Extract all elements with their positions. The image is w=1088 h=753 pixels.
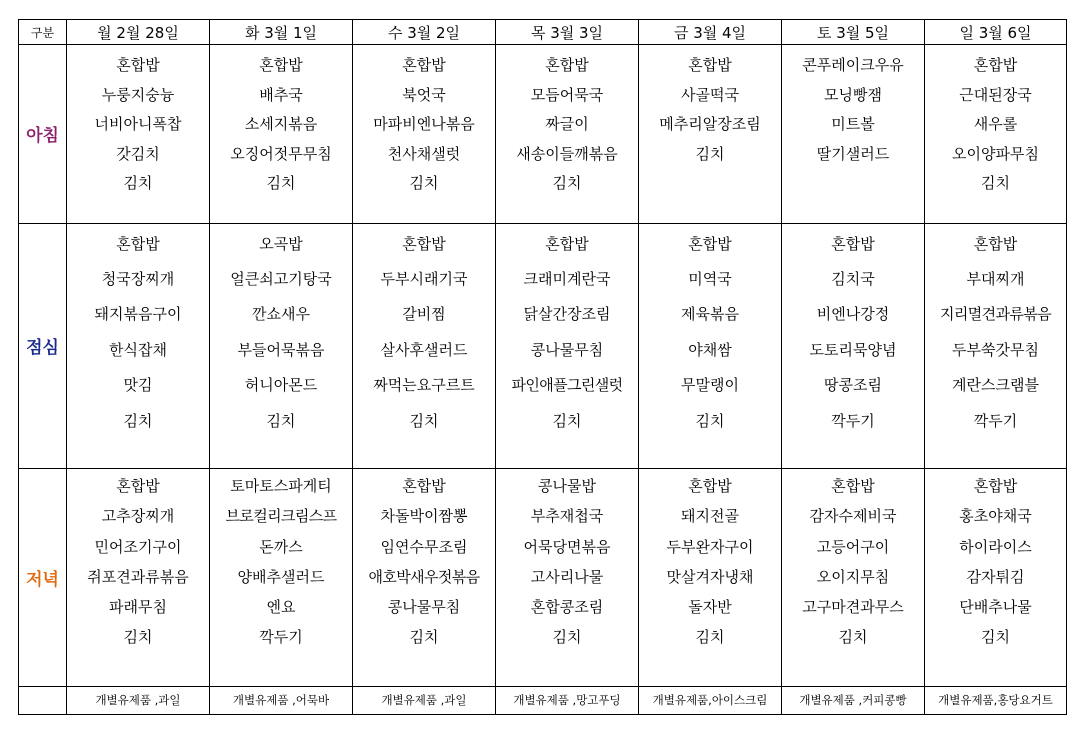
dish-item: 돈까스 <box>259 537 303 556</box>
dish-item: 짜먹는요구르트 <box>373 376 475 395</box>
dish-item: 감자튀김 <box>966 567 1025 586</box>
snack-cell: 개별유제품 ,과일 <box>67 686 210 714</box>
dinner-row <box>19 469 1067 687</box>
lunch-label: 점심 <box>19 223 67 469</box>
dish-item: 혼합밥 <box>688 56 732 75</box>
dish-item: 북엇국 <box>402 85 446 104</box>
morning-dish-list <box>67 45 209 199</box>
dish-item: 갈비찜 <box>402 305 446 324</box>
breakfast-cell <box>639 45 782 224</box>
dinner-cell <box>782 469 925 687</box>
lunch-dish-list <box>353 224 495 439</box>
dish-item: 사골떡국 <box>681 85 739 104</box>
dish-item: 김치 <box>123 411 153 430</box>
dish-item: 김치 <box>409 628 439 647</box>
dinner-dish-list <box>782 469 924 652</box>
dish-item: 토마토스파게티 <box>230 477 332 496</box>
dish-item: 김치 <box>552 628 582 647</box>
morning-dish-list <box>496 45 638 199</box>
dish-item: 브로컬리크림스프 <box>225 507 337 526</box>
dish-item: 혼합밥 <box>545 234 589 253</box>
dish-item: 돼지전골 <box>681 507 739 526</box>
day-header-wed: 수 3월 2일 <box>353 20 496 45</box>
dish-item: 두부시래기국 <box>380 269 468 288</box>
dish-item: 허니아몬드 <box>244 376 318 395</box>
dish-item: 너비아니폭찹 <box>94 115 182 134</box>
dish-item: 지리멸견과류볶음 <box>939 305 1052 324</box>
lunch-cell <box>210 223 353 469</box>
dish-item: 새송이들깨볶음 <box>516 144 618 163</box>
dish-item: 콩나물밥 <box>538 477 596 496</box>
dish-item: 갓김치 <box>116 144 160 163</box>
dinner-cell <box>67 469 210 687</box>
dinner-dish-list <box>496 469 638 652</box>
snack-label <box>19 686 67 714</box>
lunch-dish-list <box>496 224 638 439</box>
dish-item: 짜글이 <box>545 115 589 134</box>
dish-item: 김치 <box>981 174 1010 193</box>
lunch-dish-list <box>925 224 1066 439</box>
dish-item: 청국장찌개 <box>101 269 175 288</box>
dish-item: 한식잡채 <box>109 340 167 359</box>
dish-item: 모듬어묵국 <box>530 85 604 104</box>
dish-item: 김치 <box>123 174 153 193</box>
dinner-dish-list <box>210 469 352 652</box>
dinner-cell <box>639 469 782 687</box>
breakfast-cell <box>353 45 496 224</box>
morning-dish-list <box>925 45 1066 199</box>
weekly-meal-table <box>18 19 1067 715</box>
dish-item: 깍두기 <box>259 628 303 647</box>
dish-item: 어묵당면볶음 <box>523 537 611 556</box>
dish-item: 김치 <box>552 411 582 430</box>
lunch-cell <box>925 223 1067 469</box>
dish-item: 차돌박이짬뽕 <box>380 507 468 526</box>
snack-cell: 개별유제품 ,과일 <box>353 686 496 714</box>
dinner-label: 저녁 <box>19 469 67 687</box>
dish-item: 혼합밥 <box>973 477 1018 496</box>
snack-row <box>19 686 1067 714</box>
lunch-dish-list <box>210 224 352 439</box>
dish-item: 혼합밥 <box>545 56 589 75</box>
dish-item: 맛살겨자냉채 <box>666 567 754 586</box>
lunch-row <box>19 223 1067 469</box>
day-header-thu: 목 3월 3일 <box>496 20 639 45</box>
dish-item: 깍두기 <box>831 411 875 430</box>
snack-cell: 개별유제품 ,커피콩빵 <box>782 686 925 714</box>
dish-item: 김치 <box>981 628 1010 647</box>
dinner-cell <box>925 469 1067 687</box>
dish-item: 누룽지숭늉 <box>101 85 175 104</box>
dish-item: 제육볶음 <box>681 305 739 324</box>
dish-item: 단배추나물 <box>959 598 1032 617</box>
day-header-sat: 토 3월 5일 <box>782 20 925 45</box>
dish-item: 김치 <box>695 628 725 647</box>
dish-item: 야채쌈 <box>688 340 732 359</box>
dish-item: 오징어젓무무침 <box>230 144 332 163</box>
dish-item: 부대찌개 <box>966 269 1025 288</box>
dish-item: 콩나물무침 <box>387 598 461 617</box>
dish-item: 파래무침 <box>109 598 167 617</box>
dish-item: 콘푸레이크우유 <box>802 56 904 75</box>
dish-item: 부들어묵볶음 <box>237 340 325 359</box>
dish-item: 근대된장국 <box>959 85 1032 104</box>
lunch-dish-list <box>67 224 209 439</box>
dish-item: 깐쇼새우 <box>252 305 310 324</box>
dish-item: 홍초야채국 <box>959 507 1032 526</box>
snack-cell: 개별유제품,아이스크림 <box>639 686 782 714</box>
dinner-dish-list <box>925 469 1066 652</box>
dish-item: 고사리나물 <box>530 567 604 586</box>
dish-item: 혼합밥 <box>259 56 303 75</box>
breakfast-cell <box>67 45 210 224</box>
dish-item: 계란스크램블 <box>952 376 1039 395</box>
dish-item: 새우롤 <box>973 115 1018 134</box>
dish-item: 김치 <box>123 628 153 647</box>
lunch-dish-list <box>782 224 924 439</box>
dinner-cell <box>353 469 496 687</box>
dish-item: 파인애플그린샐럿 <box>511 376 623 395</box>
dish-item: 혼합밥 <box>688 234 732 253</box>
dish-item: 천사채샐럿 <box>387 144 461 163</box>
dish-item: 마파비엔나볶음 <box>373 115 475 134</box>
dish-item: 미역국 <box>688 269 732 288</box>
dish-item: 고등어구이 <box>816 537 890 556</box>
morning-dish-list <box>639 45 781 169</box>
dish-item: 도토리묵양념 <box>809 340 897 359</box>
dish-item: 돌자반 <box>688 598 732 617</box>
lunch-dish-list <box>639 224 781 439</box>
dish-item: 김치 <box>266 411 296 430</box>
lunch-cell <box>353 223 496 469</box>
morning-dish-list <box>353 45 495 199</box>
dish-item: 혼합밥 <box>831 477 875 496</box>
dish-item: 모닝빵잼 <box>824 85 882 104</box>
dish-item: 하이라이스 <box>959 537 1032 556</box>
dish-item: 깍두기 <box>973 411 1018 430</box>
breakfast-row <box>19 45 1067 224</box>
dish-item: 혼합밥 <box>116 234 160 253</box>
breakfast-cell <box>496 45 639 224</box>
day-header-fri: 금 3월 4일 <box>639 20 782 45</box>
dish-item: 두부쑥갓무침 <box>952 340 1039 359</box>
dish-item: 엔요 <box>266 598 296 617</box>
dish-item: 양배추샐러드 <box>237 567 325 586</box>
dish-item: 오이지무침 <box>816 567 890 586</box>
lunch-cell <box>496 223 639 469</box>
morning-dish-list <box>210 45 352 199</box>
dish-item: 김치 <box>838 628 868 647</box>
day-header-tue: 화 3월 1일 <box>210 20 353 45</box>
dish-item: 혼합밥 <box>402 477 446 496</box>
dish-item: 콩나물무침 <box>530 340 604 359</box>
morning-dish-list <box>782 45 924 169</box>
dinner-dish-list <box>353 469 495 652</box>
dish-item: 혼합밥 <box>116 477 160 496</box>
snack-cell: 개별유제품 ,망고푸딩 <box>496 686 639 714</box>
dish-item: 김치 <box>266 174 296 193</box>
dish-item: 살사후샐러드 <box>380 340 468 359</box>
dinner-dish-list <box>639 469 781 652</box>
dish-item: 소세지볶음 <box>244 115 318 134</box>
dish-item: 김치 <box>695 144 725 163</box>
dish-item: 감자수제비국 <box>809 507 897 526</box>
dish-item: 김치 <box>695 411 725 430</box>
dish-item: 김치 <box>409 174 439 193</box>
dish-item: 혼합밥 <box>831 234 875 253</box>
lunch-cell <box>782 223 925 469</box>
dish-item: 애호박새우젓볶음 <box>368 567 480 586</box>
breakfast-cell <box>210 45 353 224</box>
dish-item: 비엔나강정 <box>816 305 890 324</box>
dish-item: 미트볼 <box>831 115 875 134</box>
dish-item: 혼합밥 <box>973 56 1018 75</box>
snack-cell: 개별유제품 ,어묵바 <box>210 686 353 714</box>
dinner-dish-list <box>67 469 209 652</box>
lunch-cell <box>67 223 210 469</box>
dish-item: 딸기샐러드 <box>816 144 890 163</box>
dish-item: 김치 <box>552 174 582 193</box>
dish-item: 민어조기구이 <box>94 537 182 556</box>
day-header-sun: 일 3월 6일 <box>925 20 1067 45</box>
category-header: 구분 <box>19 20 67 45</box>
dish-item: 혼합밥 <box>402 56 446 75</box>
dish-item: 혼합밥 <box>688 477 732 496</box>
breakfast-label: 아침 <box>19 45 67 224</box>
dish-item: 얼큰쇠고기탕국 <box>230 269 332 288</box>
dish-item: 혼합콩조림 <box>530 598 604 617</box>
dish-item: 혼합밥 <box>402 234 446 253</box>
dinner-cell <box>496 469 639 687</box>
dinner-cell <box>210 469 353 687</box>
dish-item: 쥐포견과류볶음 <box>87 567 189 586</box>
dish-item: 고추장찌개 <box>101 507 175 526</box>
lunch-cell <box>639 223 782 469</box>
dish-item: 메추리알장조림 <box>659 115 761 134</box>
dish-item: 임연수무조림 <box>380 537 468 556</box>
dish-item: 돼지볶음구이 <box>94 305 182 324</box>
dish-item: 고구마견과무스 <box>802 598 904 617</box>
dish-item: 닭살간장조림 <box>523 305 611 324</box>
day-header-mon: 월 2월 28일 <box>67 20 210 45</box>
dish-item: 오곡밥 <box>259 234 303 253</box>
dish-item: 땅콩조림 <box>824 376 882 395</box>
dish-item: 김치 <box>409 411 439 430</box>
dish-item: 맛김 <box>123 376 153 395</box>
dish-item: 두부완자구이 <box>666 537 754 556</box>
dish-item: 무말랭이 <box>681 376 739 395</box>
dish-item: 혼합밥 <box>973 234 1018 253</box>
snack-cell: 개별유제품,홍당요거트 <box>925 686 1067 714</box>
breakfast-cell <box>782 45 925 224</box>
header-row <box>19 20 1067 45</box>
dish-item: 혼합밥 <box>116 56 160 75</box>
dish-item: 오이양파무침 <box>952 144 1039 163</box>
breakfast-cell <box>925 45 1067 224</box>
dish-item: 김치국 <box>831 269 875 288</box>
dish-item: 부추재첩국 <box>530 507 604 526</box>
dish-item: 배추국 <box>259 85 303 104</box>
dish-item: 크래미계란국 <box>523 269 611 288</box>
